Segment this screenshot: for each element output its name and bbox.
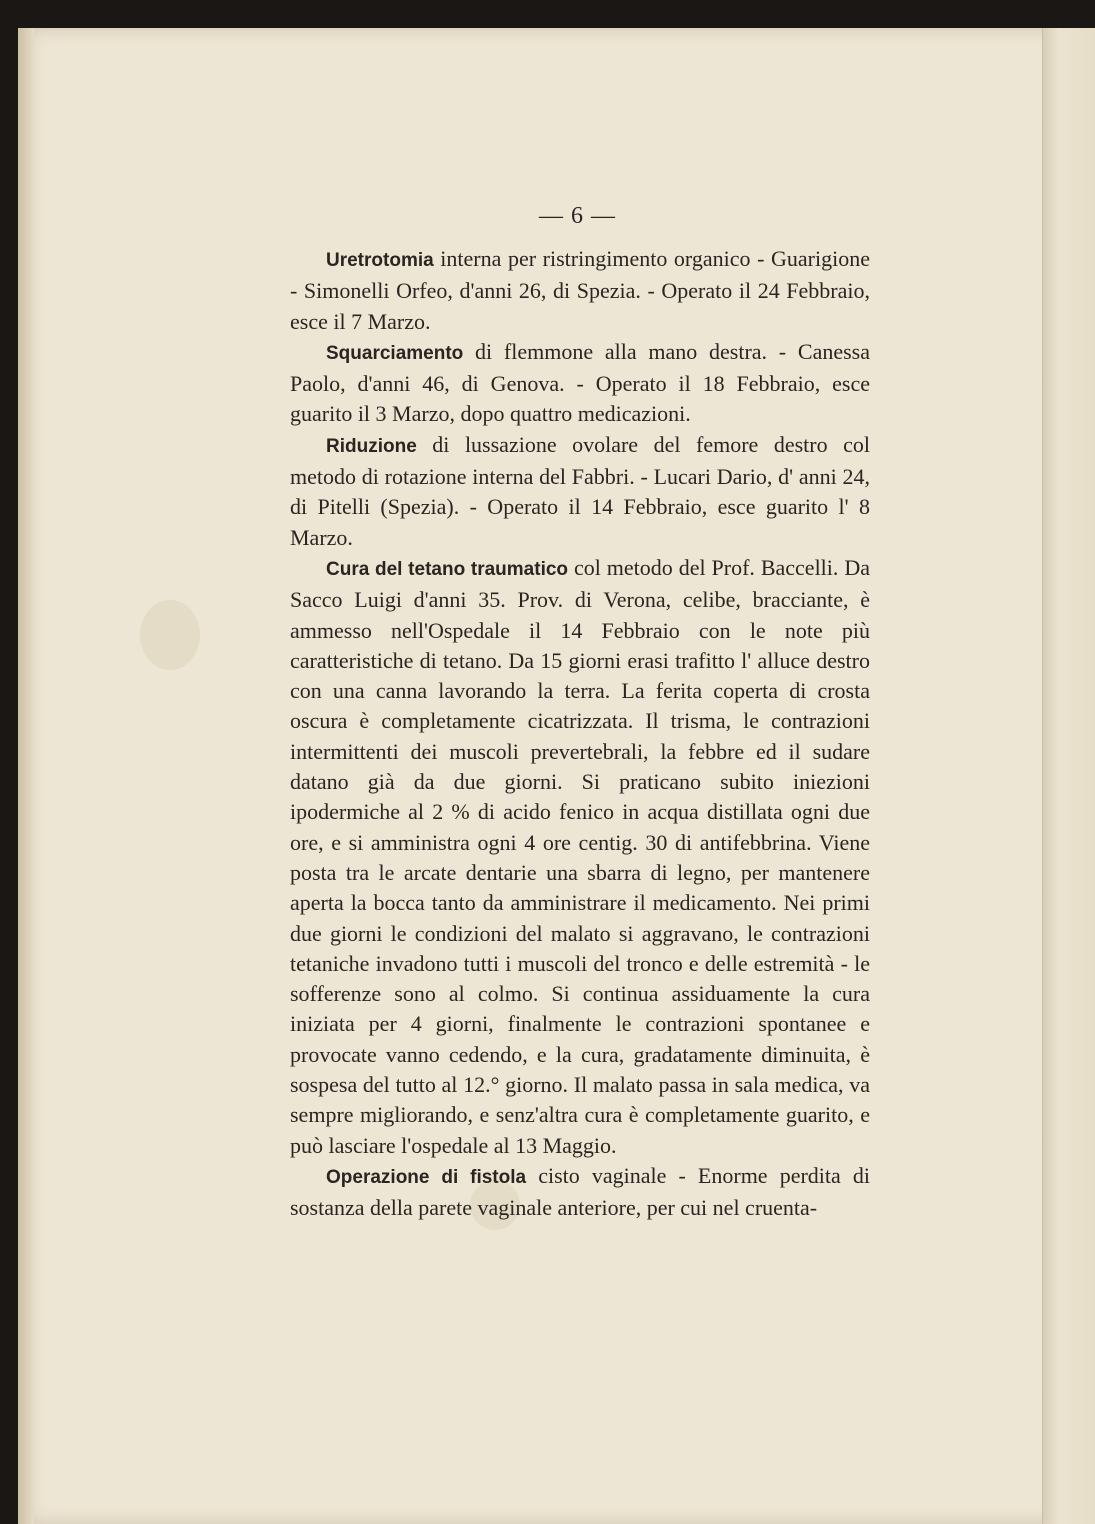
paragraph-heading: Cura del tetano traumatico [326, 558, 569, 580]
paragraph-heading: Uretrotomia [326, 250, 434, 271]
paragraph-heading: Riduzione [326, 435, 417, 457]
page-edge [18, 28, 34, 1524]
paper-stain [140, 600, 200, 670]
body-text [290, 244, 870, 1224]
page-number: — 6 — [539, 203, 616, 229]
paragraph-text: cisto vaginale - Enorme perdita di sostanza della parete vaginale anteriore, per cui nel cruenta- [290, 1162, 870, 1221]
paragraph-uretrotomia [290, 244, 870, 337]
paragraph-heading: Squarciamento [326, 342, 464, 364]
paragraph-text: col metodo del Prof. Baccelli. Da Sacco Luigi d'anni 35. Prov. di Verona, celibe, bracciante, è ammesso nell'Ospedale il 14 Febbraio con le note più caratteristiche di tetano. Da 15 giorni erasi trafitto l' alluce destro con una canna lavorando la terra. La ferita coperta di crosta oscura è completamente cicatrizzata. Il trisma, le contrazioni intermittenti dei muscoli prevertebrali, la febbre ed il sudare datano già da due giorni. Si praticano subito iniezioni ipodermiche al 2 % di acido fenico in acqua distillata ogni due ore, e si amministra ogni 4 ore centig. 30 di antifebbrina. Viene posta tra le arcate dentarie una sbarra di legno, per mantenere aperta la bocca tanto da amministrare il medicamento. Nei primi due giorni le condizioni del malato si aggravano, le contrazioni tetaniche invadono tutti i muscoli del tronco e delle estremità - le sofferenze sono al colmo. Si continua assiduamente la cura iniziata per 4 giorni, finalmente le contrazioni spontanee e provocate vanno cedendo, e la cura, gradatamente diminuita, è sospesa del tutto al 12.° giorno. Il malato passa in sala medica, va sempre migliorando, e senz'altra cura è completamente guarito, e può lasciare l'ospedale al 13 Maggio. [290, 554, 870, 1158]
paragraph-text: interna per ristringimento organico - Guarigione - Simonelli Orfeo, d'anni 26, di Spezia. - Operato il 24 Febbraio, esce il 7 Marzo. [290, 246, 870, 334]
next-page-edge [1042, 28, 1095, 1524]
paragraph-heading: Operazione di fistola [326, 1166, 527, 1188]
paragraph-operazione-fistola [290, 1161, 870, 1224]
paragraph-cura-tetano [290, 553, 870, 1161]
paragraph-text: di lussazione ovolare del femore destro col metodo di rotazione interna del Fabbri. - Lucari Dario, d' anni 24, di Pitelli (Spezia). - Operato il 14 Febbraio, esce guarito l' 8 Marzo. [290, 431, 870, 550]
paragraph-text: di flemmone alla mano destra. - Canessa Paolo, d'anni 46, di Genova. - Operato il 18 Febbraio, esce guarito il 3 Marzo, dopo quattro medicazioni. [290, 338, 870, 427]
paragraph-squarciamento [290, 337, 870, 430]
paragraph-riduzione [290, 430, 870, 553]
